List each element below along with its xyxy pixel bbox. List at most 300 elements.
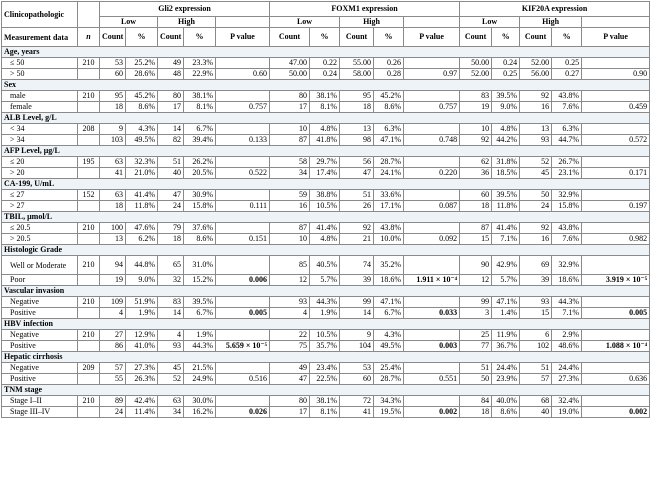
percent-cell: 28.7% — [374, 157, 404, 168]
percent-cell: 6.3% — [552, 124, 582, 135]
percent-cell: 44.7% — [552, 135, 582, 146]
row-label: Negative — [2, 297, 78, 308]
table-row — [2, 69, 650, 80]
pvalue-header: P value — [582, 28, 650, 47]
pct-header: % — [126, 28, 158, 47]
count-cell: 86 — [100, 341, 126, 352]
table-row — [2, 223, 650, 234]
percent-cell: 23.9% — [492, 374, 520, 385]
percent-cell: 49.5% — [374, 341, 404, 352]
kif20a-high-header: High — [520, 17, 582, 28]
count-cell: 47.00 — [270, 58, 310, 69]
row-label: > 27 — [2, 201, 78, 212]
pvalue-cell — [216, 297, 270, 308]
count-cell: 32 — [158, 275, 184, 286]
count-cell: 100 — [100, 223, 126, 234]
percent-cell: 47.1% — [374, 135, 404, 146]
gli2-low-header: Low — [100, 17, 158, 28]
pvalue-cell: 0.005 — [216, 308, 270, 319]
count-cell: 99 — [340, 297, 374, 308]
percent-cell: 7.1% — [552, 308, 582, 319]
row-label: Negative — [2, 330, 78, 341]
pvalue-cell: 0.197 — [582, 201, 650, 212]
count-cell: 14 — [158, 308, 184, 319]
pvalue-cell — [216, 157, 270, 168]
sample-size-cell — [78, 69, 100, 80]
section-header-row — [2, 385, 650, 396]
count-cell: 9 — [100, 124, 126, 135]
percent-cell: 30.0% — [184, 396, 216, 407]
percent-cell: 28.7% — [374, 374, 404, 385]
count-cell: 109 — [100, 297, 126, 308]
kif20a-low-header: Low — [460, 17, 520, 28]
table-row — [2, 234, 650, 245]
percent-cell: 43.8% — [552, 91, 582, 102]
percent-cell: 9.0% — [492, 102, 520, 113]
count-cell: 39 — [520, 275, 552, 286]
count-cell: 18 — [100, 102, 126, 113]
percent-cell: 1.9% — [184, 330, 216, 341]
table-row — [2, 102, 650, 113]
header-row-2 — [2, 17, 650, 28]
percent-cell: 9.0% — [126, 275, 158, 286]
percent-cell: 37.6% — [184, 223, 216, 234]
table-row — [2, 363, 650, 374]
count-cell: 93 — [270, 297, 310, 308]
percent-cell: 45.2% — [374, 91, 404, 102]
sample-size-cell: 152 — [78, 190, 100, 201]
count-cell: 75 — [270, 341, 310, 352]
count-cell: 60 — [460, 190, 492, 201]
pvalue-cell: 0.90 — [582, 69, 650, 80]
percent-cell: 42.9% — [492, 256, 520, 275]
pvalue-cell: 5.659 × 10⁻⁵ — [216, 341, 270, 352]
count-cell: 93 — [158, 341, 184, 352]
pvalue-cell: 0.636 — [582, 374, 650, 385]
percent-cell: 41.0% — [126, 341, 158, 352]
count-cell: 56.00 — [520, 69, 552, 80]
percent-cell: 31.0% — [184, 256, 216, 275]
kif20a-header: KIF20A expression — [460, 2, 650, 17]
percent-cell: 34.3% — [374, 396, 404, 407]
percent-cell: 27.3% — [552, 374, 582, 385]
pct-header: % — [310, 28, 340, 47]
count-cell: 80 — [270, 396, 310, 407]
sample-size-cell: 209 — [78, 363, 100, 374]
row-label: > 50 — [2, 69, 78, 80]
pvalue-cell — [582, 297, 650, 308]
empty-header-cell — [216, 17, 270, 28]
count-cell: 18 — [100, 201, 126, 212]
count-cell: 65 — [158, 256, 184, 275]
percent-cell: 49.5% — [126, 135, 158, 146]
count-cell: 92 — [520, 91, 552, 102]
pvalue-cell: 0.005 — [582, 308, 650, 319]
percent-cell: 0.26 — [374, 58, 404, 69]
percent-cell: 23.3% — [184, 58, 216, 69]
count-cell: 16 — [520, 234, 552, 245]
sample-size-cell: 210 — [78, 330, 100, 341]
pvalue-cell: 0.459 — [582, 102, 650, 113]
percent-cell: 39.5% — [184, 297, 216, 308]
percent-cell: 21.5% — [184, 363, 216, 374]
percent-cell: 33.6% — [374, 190, 404, 201]
count-cell: 12 — [460, 275, 492, 286]
section-header-row — [2, 113, 650, 124]
row-label: > 34 — [2, 135, 78, 146]
percent-cell: 24.1% — [374, 168, 404, 179]
pvalue-cell — [216, 256, 270, 275]
row-label: female — [2, 102, 78, 113]
percent-cell: 26.3% — [126, 374, 158, 385]
percent-cell: 24.4% — [552, 363, 582, 374]
pvalue-cell — [404, 157, 460, 168]
count-cell: 58 — [270, 157, 310, 168]
count-cell: 57 — [100, 363, 126, 374]
table-row — [2, 341, 650, 352]
pct-header: % — [184, 28, 216, 47]
row-label: Negative — [2, 363, 78, 374]
percent-cell: 43.8% — [552, 223, 582, 234]
percent-cell: 41.4% — [492, 223, 520, 234]
table-row — [2, 58, 650, 69]
pvalue-cell: 1.088 × 10⁻⁴ — [582, 341, 650, 352]
sample-size-cell — [78, 102, 100, 113]
count-cell: 94 — [100, 256, 126, 275]
count-cell: 34 — [158, 407, 184, 418]
section-title: TNM stage — [2, 385, 650, 396]
pvalue-cell — [216, 91, 270, 102]
count-cell: 41 — [340, 407, 374, 418]
count-cell: 18 — [340, 102, 374, 113]
percent-cell: 5.7% — [310, 275, 340, 286]
percent-cell: 44.2% — [492, 135, 520, 146]
count-cell: 4 — [270, 308, 310, 319]
percent-cell: 6.2% — [126, 234, 158, 245]
table-row — [2, 275, 650, 286]
percent-cell: 35.7% — [310, 341, 340, 352]
count-header: Count — [520, 28, 552, 47]
count-cell: 26 — [340, 201, 374, 212]
pvalue-cell — [404, 297, 460, 308]
percent-cell: 10.0% — [374, 234, 404, 245]
pvalue-cell: 0.026 — [216, 407, 270, 418]
percent-cell: 4.8% — [492, 124, 520, 135]
percent-cell: 26.2% — [184, 157, 216, 168]
count-cell: 69 — [520, 256, 552, 275]
percent-cell: 0.22 — [310, 58, 340, 69]
count-cell: 17 — [158, 102, 184, 113]
pvalue-cell — [404, 58, 460, 69]
count-cell: 95 — [100, 91, 126, 102]
table-row — [2, 201, 650, 212]
pvalue-cell — [582, 256, 650, 275]
section-title: Vascular invasion — [2, 286, 650, 297]
percent-cell: 41.4% — [310, 223, 340, 234]
pvalue-cell: 0.171 — [582, 168, 650, 179]
count-cell: 82 — [158, 135, 184, 146]
row-label: Stage III–IV — [2, 407, 78, 418]
count-cell: 84 — [460, 396, 492, 407]
table-row — [2, 157, 650, 168]
count-cell: 72 — [340, 396, 374, 407]
percent-cell: 30.9% — [184, 190, 216, 201]
foxm1-low-header: Low — [270, 17, 340, 28]
count-cell: 36 — [460, 168, 492, 179]
count-cell: 6 — [520, 330, 552, 341]
pvalue-cell: 0.551 — [404, 374, 460, 385]
count-cell: 39 — [340, 275, 374, 286]
sample-size-cell: 210 — [78, 223, 100, 234]
count-cell: 57 — [520, 374, 552, 385]
table-row — [2, 168, 650, 179]
count-cell: 13 — [100, 234, 126, 245]
pvalue-cell — [216, 58, 270, 69]
count-cell: 49 — [270, 363, 310, 374]
count-cell: 14 — [340, 308, 374, 319]
percent-cell: 7.6% — [552, 234, 582, 245]
section-header-row — [2, 47, 650, 58]
count-cell: 98 — [340, 135, 374, 146]
pvalue-cell — [216, 190, 270, 201]
row-label: Poor — [2, 275, 78, 286]
row-label: > 20 — [2, 168, 78, 179]
percent-cell: 44.3% — [552, 297, 582, 308]
count-cell: 40 — [158, 168, 184, 179]
percent-cell: 0.24 — [492, 58, 520, 69]
pvalue-cell: 0.002 — [582, 407, 650, 418]
percent-cell: 44.3% — [184, 341, 216, 352]
count-cell: 92 — [460, 135, 492, 146]
table-body — [2, 2, 650, 418]
count-cell: 50.00 — [460, 58, 492, 69]
count-cell: 56 — [340, 157, 374, 168]
count-cell: 52.00 — [460, 69, 492, 80]
percent-cell: 48.6% — [552, 341, 582, 352]
pvalue-cell — [404, 363, 460, 374]
percent-cell: 8.1% — [184, 102, 216, 113]
count-cell: 40 — [520, 407, 552, 418]
row-label: Positive — [2, 308, 78, 319]
row-label: Well or Moderate — [2, 256, 78, 275]
percent-cell: 42.4% — [126, 396, 158, 407]
count-cell: 55 — [100, 374, 126, 385]
percent-cell: 5.7% — [492, 275, 520, 286]
percent-cell: 2.9% — [552, 330, 582, 341]
pvalue-cell — [404, 124, 460, 135]
count-cell: 18 — [158, 234, 184, 245]
pvalue-cell — [216, 396, 270, 407]
count-cell: 95 — [340, 91, 374, 102]
percent-cell: 41.4% — [126, 190, 158, 201]
pvalue-cell — [404, 330, 460, 341]
sample-size-cell — [78, 201, 100, 212]
count-cell: 47 — [340, 168, 374, 179]
count-cell: 92 — [520, 223, 552, 234]
count-header: Count — [158, 28, 184, 47]
table-row — [2, 396, 650, 407]
count-cell: 10 — [460, 124, 492, 135]
percent-cell: 41.8% — [310, 135, 340, 146]
header-row-1 — [2, 2, 650, 17]
table-row — [2, 135, 650, 146]
count-cell: 77 — [460, 341, 492, 352]
row-label: ≤ 20.5 — [2, 223, 78, 234]
count-cell: 49 — [158, 58, 184, 69]
row-label: ≤ 50 — [2, 58, 78, 69]
count-cell: 62 — [460, 157, 492, 168]
count-cell: 17 — [270, 407, 310, 418]
pvalue-cell — [582, 91, 650, 102]
gli2-header: Gli2 expression — [100, 2, 270, 17]
section-title: AFP Level, μg/L — [2, 146, 650, 157]
count-cell: 21 — [340, 234, 374, 245]
sample-size-cell: 210 — [78, 396, 100, 407]
percent-cell: 8.6% — [126, 102, 158, 113]
count-cell: 52 — [520, 157, 552, 168]
percent-cell: 8.6% — [184, 234, 216, 245]
percent-cell: 15.8% — [184, 201, 216, 212]
count-cell: 15 — [460, 234, 492, 245]
pct-header: % — [492, 28, 520, 47]
count-cell: 14 — [158, 124, 184, 135]
pvalue-cell: 0.516 — [216, 374, 270, 385]
pvalue-cell — [216, 330, 270, 341]
count-cell: 50 — [460, 374, 492, 385]
percent-cell: 38.8% — [310, 190, 340, 201]
clinicopathologic-header: Clinicopathologic — [2, 2, 78, 28]
table-row — [2, 190, 650, 201]
count-cell: 10 — [270, 124, 310, 135]
percent-cell: 20.5% — [184, 168, 216, 179]
section-header-row — [2, 80, 650, 91]
percent-cell: 39.5% — [492, 190, 520, 201]
section-header-row — [2, 146, 650, 157]
percent-cell: 38.1% — [310, 91, 340, 102]
percent-cell: 15.8% — [552, 201, 582, 212]
percent-cell: 11.8% — [492, 201, 520, 212]
sample-size-cell — [78, 275, 100, 286]
pvalue-cell: 0.748 — [404, 135, 460, 146]
pvalue-header: P value — [216, 28, 270, 47]
sample-size-cell: 208 — [78, 124, 100, 135]
sample-size-cell: 210 — [78, 58, 100, 69]
percent-cell: 19.0% — [552, 407, 582, 418]
pvalue-cell: 0.522 — [216, 168, 270, 179]
count-cell: 13 — [340, 124, 374, 135]
pvalue-cell — [216, 363, 270, 374]
count-cell: 55.00 — [340, 58, 374, 69]
pvalue-cell — [582, 157, 650, 168]
pvalue-cell — [582, 396, 650, 407]
count-cell: 16 — [270, 201, 310, 212]
foxm1-high-header: High — [340, 17, 404, 28]
row-label: > 20.5 — [2, 234, 78, 245]
pvalue-header: P value — [404, 28, 460, 47]
section-title: TBIL, μmol/L — [2, 212, 650, 223]
foxm1-header: FOXM1 expression — [270, 2, 460, 17]
count-cell: 24 — [100, 407, 126, 418]
count-cell: 15 — [520, 308, 552, 319]
count-cell: 60 — [340, 374, 374, 385]
pvalue-cell — [582, 58, 650, 69]
count-cell: 104 — [340, 341, 374, 352]
percent-cell: 0.28 — [374, 69, 404, 80]
pvalue-cell — [582, 330, 650, 341]
count-cell: 52 — [158, 374, 184, 385]
row-label: < 34 — [2, 124, 78, 135]
count-cell: 93 — [520, 135, 552, 146]
count-cell: 89 — [100, 396, 126, 407]
percent-cell: 44.3% — [310, 297, 340, 308]
count-cell: 52.00 — [520, 58, 552, 69]
empty-header-cell — [404, 17, 460, 28]
count-header: Count — [460, 28, 492, 47]
table-row — [2, 330, 650, 341]
percent-cell: 8.6% — [492, 407, 520, 418]
sample-size-cell: 210 — [78, 297, 100, 308]
table-row — [2, 308, 650, 319]
section-title: HBV infection — [2, 319, 650, 330]
count-cell: 103 — [100, 135, 126, 146]
percent-cell: 11.8% — [126, 201, 158, 212]
pvalue-cell — [216, 124, 270, 135]
percent-cell: 18.6% — [374, 275, 404, 286]
table-row — [2, 256, 650, 275]
percent-cell: 47.1% — [492, 297, 520, 308]
pvalue-cell: 0.111 — [216, 201, 270, 212]
pvalue-cell: 0.002 — [404, 407, 460, 418]
percent-cell: 32.9% — [552, 256, 582, 275]
count-cell: 4 — [158, 330, 184, 341]
count-cell: 27 — [100, 330, 126, 341]
percent-cell: 7.6% — [552, 102, 582, 113]
row-label: Stage I–II — [2, 396, 78, 407]
count-cell: 83 — [460, 91, 492, 102]
table-row — [2, 297, 650, 308]
percent-cell: 15.2% — [184, 275, 216, 286]
sample-size-cell — [78, 374, 100, 385]
percent-cell: 38.1% — [310, 396, 340, 407]
count-header: Count — [340, 28, 374, 47]
pvalue-cell — [582, 363, 650, 374]
count-cell: 13 — [520, 124, 552, 135]
percent-cell: 32.9% — [552, 190, 582, 201]
sample-size-cell — [78, 135, 100, 146]
sample-size-cell: 210 — [78, 256, 100, 275]
count-cell: 51 — [158, 157, 184, 168]
count-cell: 99 — [460, 297, 492, 308]
percent-cell: 10.5% — [310, 201, 340, 212]
count-cell: 4 — [100, 308, 126, 319]
count-cell: 83 — [158, 297, 184, 308]
sample-size-cell — [78, 407, 100, 418]
pvalue-cell — [404, 396, 460, 407]
table-container — [1, 1, 649, 503]
pvalue-cell: 0.757 — [216, 102, 270, 113]
count-cell: 53 — [340, 363, 374, 374]
count-cell: 51 — [520, 363, 552, 374]
measurement-data-header: Measurement data — [2, 28, 78, 47]
percent-cell: 47.6% — [126, 223, 158, 234]
count-cell: 45 — [520, 168, 552, 179]
section-title: CA-199, U/mL — [2, 179, 650, 190]
count-cell: 102 — [520, 341, 552, 352]
section-title: Histologic Grade — [2, 245, 650, 256]
percent-cell: 35.2% — [374, 256, 404, 275]
percent-cell: 26.7% — [552, 157, 582, 168]
percent-cell: 44.8% — [126, 256, 158, 275]
